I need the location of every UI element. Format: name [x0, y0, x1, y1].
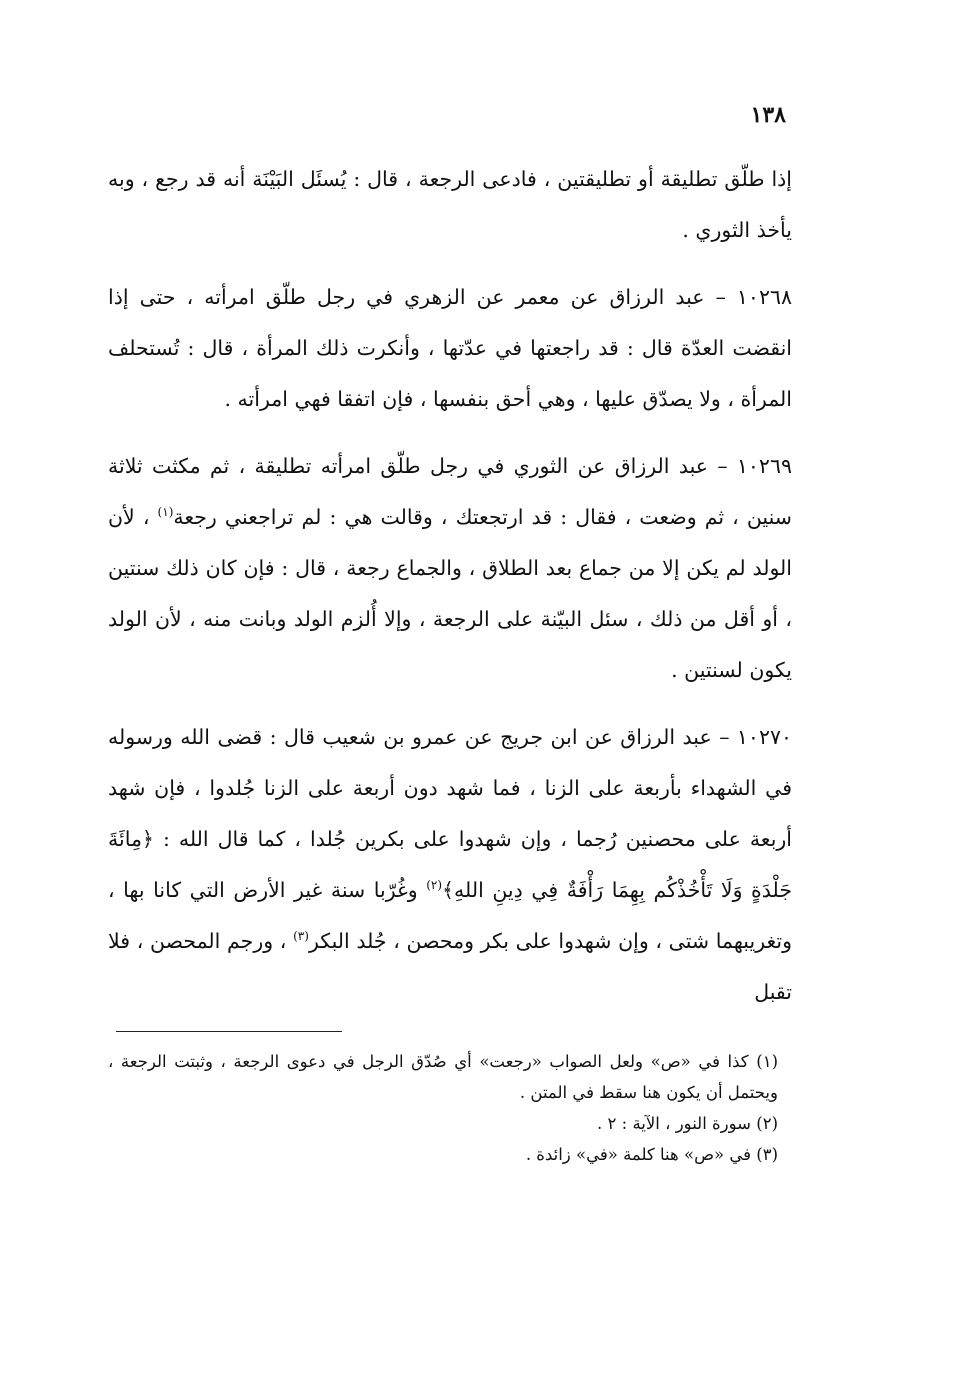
paragraph-text: ، ورجم المحصن ، فلا تقبل	[108, 929, 792, 1004]
hadith-number: ١٠٢٧٠ –	[719, 725, 792, 749]
paragraph-text: وغُرّبا سنة غير الأرض التي كانا بها ، وتغريبهما شتى ، وإن شهدوا على بكر ومحصن ، جُلد البكر	[108, 878, 793, 953]
footnote-2: (٢) سورة النور ، الآية : ٢ .	[597, 1114, 778, 1133]
footnote-divider	[116, 1031, 342, 1032]
hadith-10268	[108, 272, 792, 425]
hadith-number: ١٠٢٦٨ –	[715, 285, 792, 309]
footnote-1: (١) كذا في «ص» ولعل الصواب «رجعت» أي صُدّق الرجل في دعوى الرجعة ، وثبتت الرجعة ، ويحتمل أن يكون هنا سقط في المتن .	[108, 1052, 778, 1102]
hadith-10269	[108, 441, 792, 696]
paragraph-text: عبد الرزاق عن ابن جريج عن عمرو بن شعيب قال : قضى الله ورسوله في الشهداء بأربعة على الزنا ، فما شهد دون أربعة على الزنا جُلدوا ، فإن شهد أربعة على محصنين رُجما ، وإن شهدوا على بكرين جُلدا ، كما قال الله : ﴿مِائَةَ جَلْدَةٍ وَلَا تَأْخُذْكُم بِهِمَا رَأْفَةٌ فِي دِينِ اللهِ﴾	[108, 725, 792, 902]
paragraph-text: عبد الرزاق عن معمر عن الزهري في رجل طلّق امرأته ، حتى إذا انقضت العدّة قال : قد راجعتها في عدّتها ، وأنكرت ذلك المرأة ، قال : تُستحلف المرأة ، ولا يصدّق عليها ، وهي أحق بنفسها ، فإن اتفقا فهي امرأته .	[108, 285, 792, 411]
footnotes	[108, 1046, 792, 1170]
footnote-marker: (١)	[157, 505, 174, 520]
hadith-10270	[108, 712, 792, 1018]
book-page	[108, 96, 792, 1326]
page-number: ١٣٨	[750, 102, 786, 128]
paragraph-text: إذا طلّق تطليقة أو تطليقتين ، فادعى الرجعة ، قال : يُسئَل البَيْنَة أنه قد رجع ، وبه يأخذ الثوري .	[108, 167, 792, 242]
hadith-number: ١٠٢٦٩ –	[717, 454, 792, 478]
paragraph-continuation	[108, 154, 792, 256]
footnote-3: (٣) في «ص» هنا كلمة «في» زائدة .	[525, 1145, 778, 1164]
main-text	[108, 154, 792, 1034]
paragraph-text: عبد الرزاق عن الثوري في رجل طلّق امرأته تطليقة ، ثم مكثت ثلاثة سنين ، ثم وضعت ، فقال : قد ارتجعتك ، وقالت هي : لم تراجعني رجعة	[108, 454, 792, 529]
footnote-marker: (٣)	[293, 929, 309, 944]
footnote-marker: (٢)	[426, 878, 443, 893]
paragraph-text: ، لأن الولد لم يكن إلا من جماع بعد الطلاق ، والجماع رجعة ، قال : فإن كان ذلك سنتين ، أو أقل من ذلك ، سئل البيّنة على الرجعة ، وإلا أُلزم الولد وبانت منه ، لأن الولد يكون لسنتين .	[108, 505, 792, 682]
